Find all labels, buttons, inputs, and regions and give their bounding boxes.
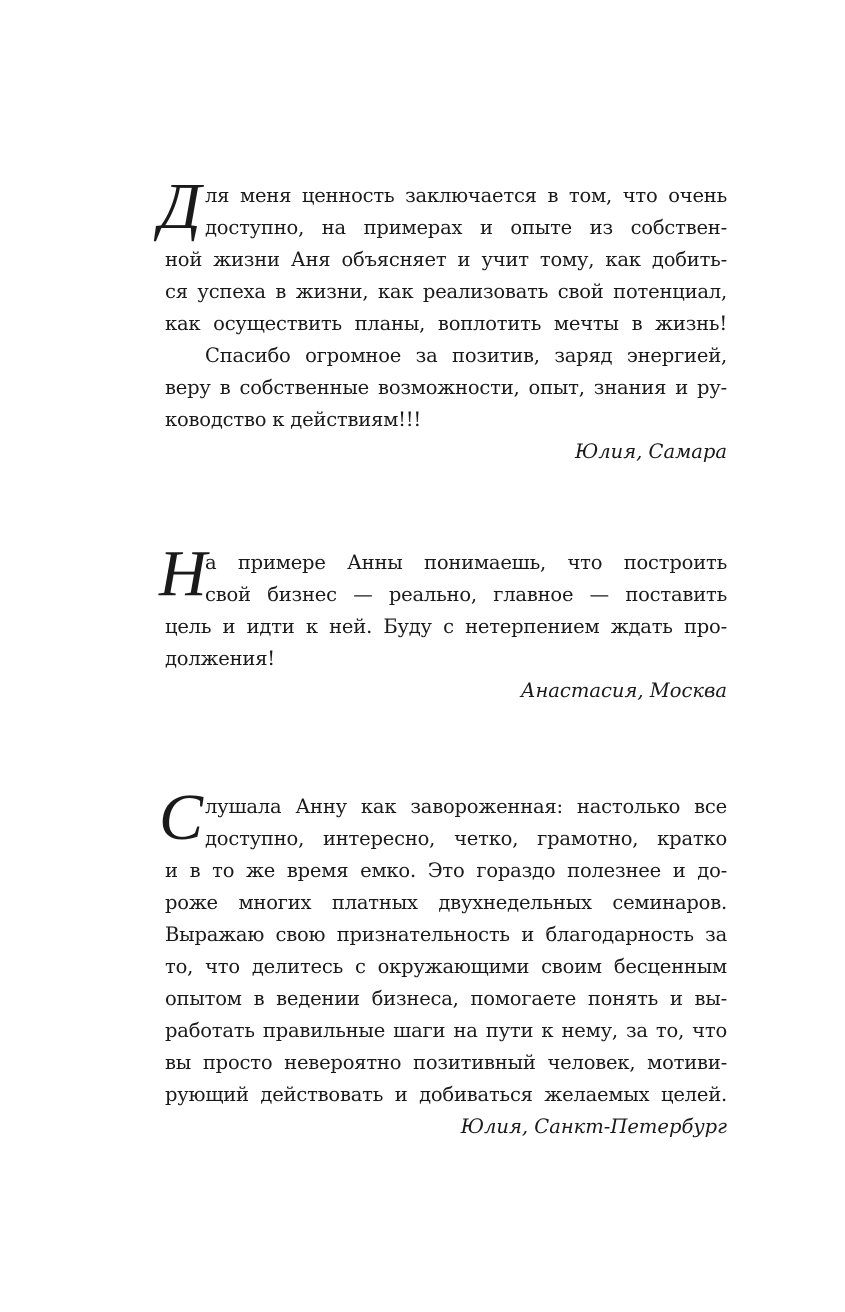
text-line: то, что делитесь с окружающими своим бесценным	[165, 955, 727, 978]
text-line: цель и идти к ней. Буду с нетерпением ждать про-	[165, 615, 727, 638]
text-line: Выражаю свою признательность и благодарность за	[165, 923, 727, 946]
text-line: а примере Анны понимаешь, что построить	[205, 551, 727, 574]
text-line: вы просто невероятно позитивный человек, мотиви-	[165, 1051, 727, 1074]
text-line: рующий действовать и добиваться желаемых целей.	[165, 1083, 727, 1106]
text-line: ководство к действиям!!!	[165, 408, 422, 431]
text-line: роже многих платных двухнедельных семинаров.	[165, 891, 727, 914]
testimonial-1	[159, 170, 727, 470]
text-line: ной жизни Аня объясняет и учит тому, как добить-	[165, 248, 727, 271]
drop-cap: Д	[159, 170, 201, 243]
drop-cap: Н	[159, 537, 207, 610]
text-line: лушала Анну как завороженная: настолько все	[205, 795, 727, 818]
text-line: ся успеха в жизни, как реализовать свой потенциал,	[165, 280, 727, 303]
text-line: опытом в ведении бизнеса, помогаете понять и вы-	[165, 987, 727, 1010]
author-signature: Юлия, Санкт-Петербург	[460, 1115, 727, 1138]
text-line: доступно, на примерах и опыте из собствен-	[205, 216, 727, 239]
text-line: Спасибо огромное за позитив, заряд энергией,	[205, 344, 727, 367]
text-line: и в то же время емко. Это гораздо полезнее и до-	[165, 859, 727, 882]
text-line: ля меня ценность заключается в том, что очень	[205, 184, 727, 207]
text-line: должения!	[165, 647, 275, 670]
text-line: свой бизнес — реально, главное — поставить	[205, 583, 727, 606]
text-line: как осуществить планы, воплотить мечты в жизнь!	[165, 312, 727, 335]
text-line: работать правильные шаги на пути к нему, за то, что	[165, 1019, 727, 1042]
text-line: веру в собственные возможности, опыт, знания и ру-	[165, 376, 727, 399]
drop-cap: С	[159, 781, 204, 854]
testimonial-3	[159, 781, 727, 1151]
testimonial-2	[159, 537, 727, 717]
author-signature: Юлия, Самара	[574, 440, 727, 463]
text-line: доступно, интересно, четко, грамотно, кратко	[205, 827, 727, 850]
author-signature: Анастасия, Москва	[520, 679, 727, 702]
